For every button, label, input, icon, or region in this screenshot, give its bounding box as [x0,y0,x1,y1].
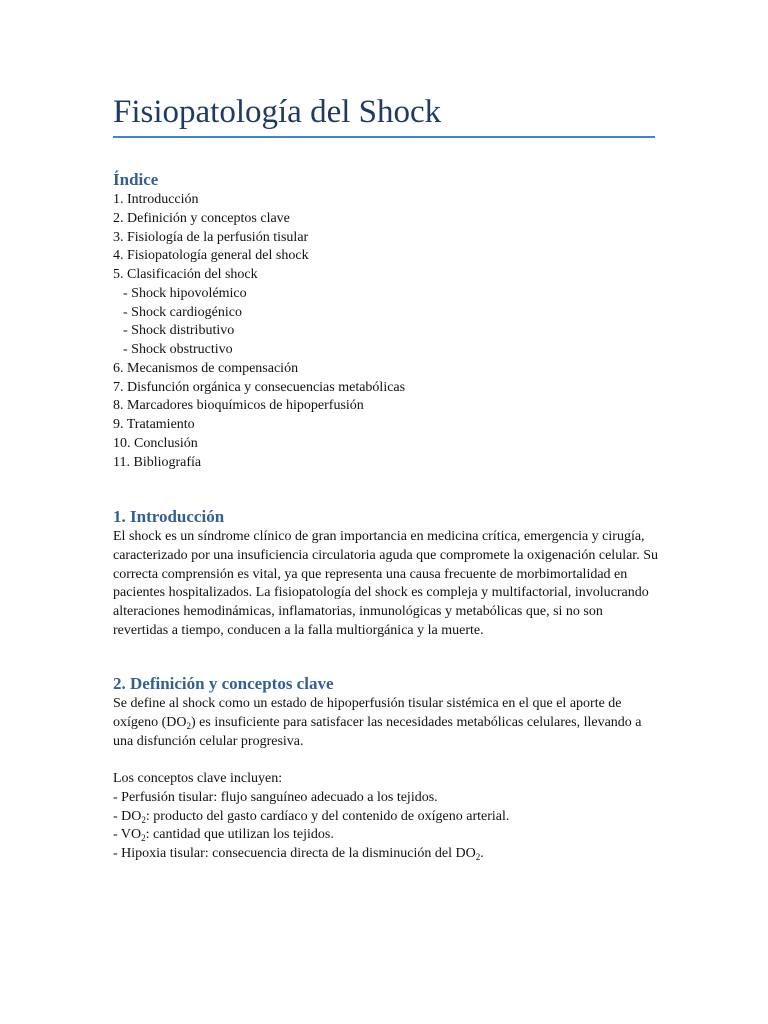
index-item: 8. Marcadores bioquímicos de hipoperfusión [113,398,364,414]
index-subitem: - Shock distributivo [123,323,235,339]
index-subitem: - Shock obstructivo [123,342,233,357]
index-heading: Índice [113,170,159,189]
concept-item [113,826,658,845]
intro-paragraph: El shock es un síndrome clínico de gran importancia en medicina crítica, emergencia y cirugía, caracterizado por una insuficiencia circulatoria aguda que compromete la oxigenación celular. Su correcta comprensión es vital, ya que representa una causa frecuente de morbimortalidad en pacientes hospitalizados. La fisiopatología del shock es compleja y multifactorial, involucrando alteraciones hemodinámicas, inflamatorias, inmunológicas y metabólicas que, si no son revertidas a tiempo, conducen a la falla multiorgánica y la muerte. [113,529,658,638]
concept-text: : cantidad que utilizan los tejidos. [145,827,334,843]
concepts-intro: Los conceptos clave incluyen: [113,771,283,786]
document-title: Fisiopatología del Shock [113,94,442,130]
intro-heading: 1. Introducción [113,507,225,526]
index-subitem: - Shock hipovolémico [123,285,247,301]
concept-text: - Hipoxia tisular: consecuencia directa de la disminución del DO [113,846,476,861]
index-section [113,169,658,472]
concept-item [113,845,658,864]
concepts-list [113,770,658,864]
definition-paragraph [113,695,658,751]
definition-subscript: 2 [186,720,191,731]
concept-item [113,808,658,827]
index-subitem: - Shock cardiogénico [123,304,242,320]
concept-subscript: 2 [475,852,481,862]
index-item: 9. Tratamiento [113,417,195,432]
index-item: 1. Introducción [113,192,199,207]
definition-text-a: Se define al shock como un estado de hipoperfusión tisular sistémica en el que el aporte de oxígeno (DO [113,696,622,730]
definition-section [113,673,658,864]
index-item: 3. Fisiología de la perfusión tisular [113,229,309,245]
title-underline [113,136,655,138]
concept-text: - VO [113,827,142,843]
concept-text: : producto del gasto cardíaco y del contenido de oxígeno arterial. [145,808,510,824]
index-item: 2. Definición y conceptos clave [113,210,290,226]
concept-text: . [480,846,484,861]
index-item: 11. Bibliografía [113,454,202,470]
intro-section [113,506,658,641]
concept-subscript: 2 [141,814,146,825]
index-item: 4. Fisiopatología general del shock [113,248,309,264]
definition-heading: 2. Definición y conceptos clave [113,674,334,693]
definition-text-b: ) es insuficiente para satisfacer las necesidades metabólicas celulares, llevando a una disfunción celular progresiva. [113,714,642,749]
index-list [113,191,658,472]
spacer [113,751,658,770]
index-item: 5. Clasificación del shock [113,267,258,282]
index-item: 6. Mecanismos de compensación [113,360,299,376]
concept-item: - Perfusión tisular: flujo sanguíneo adecuado a los tejidos. [113,789,438,805]
concept-subscript: 2 [141,833,146,844]
index-item: 10. Conclusión [113,435,198,451]
concept-text: - DO [113,808,142,824]
index-item: 7. Disfunción orgánica y consecuencias metabólicas [113,379,406,395]
